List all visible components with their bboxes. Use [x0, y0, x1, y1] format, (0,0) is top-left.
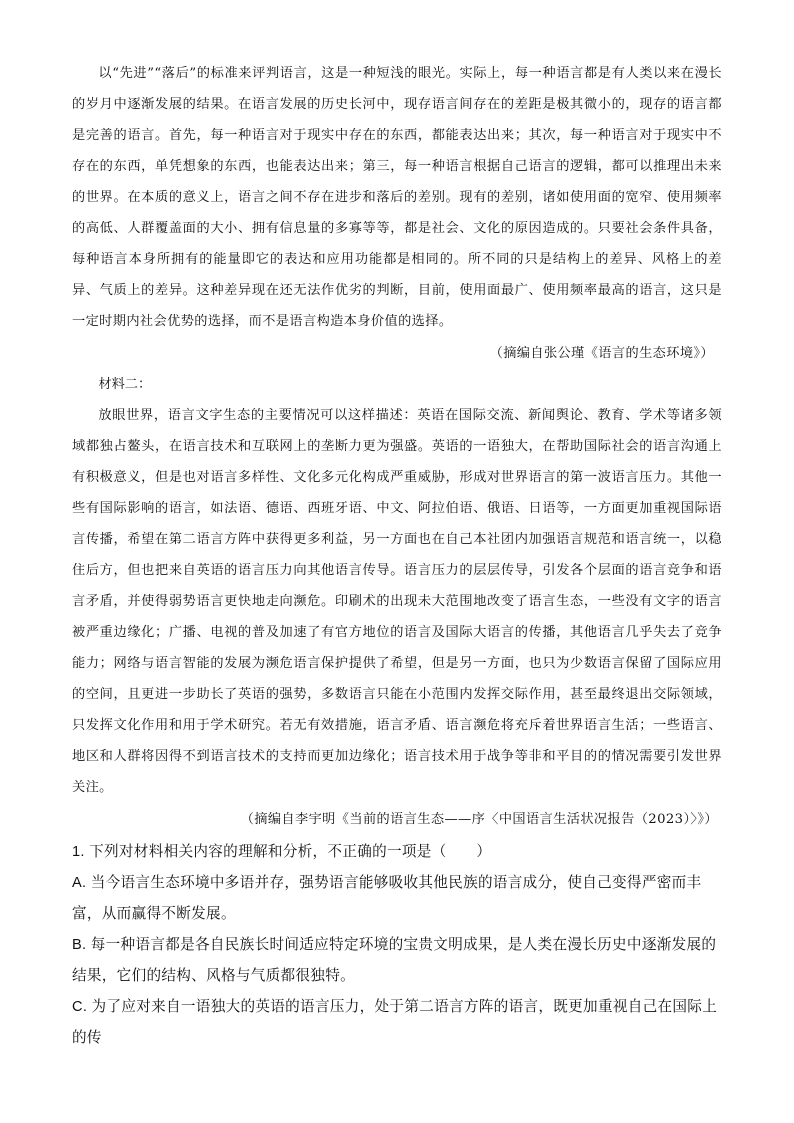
material-two-source: （摘编自李宇明《当前的语言生态——序〈中国语言生活状况报告（2023）〉》）: [240, 812, 718, 827]
document-page: [72, 58, 722, 1054]
material-one-source: （摘编自张公瑾《语言的生态环境》）: [489, 346, 714, 361]
material-two-label: 材料二：: [98, 377, 152, 392]
material-two-paragraph: 放眼世界，语言文字生态的主要情况可以这样描述：英语在国际交流、新闻舆论、教育、学术等诸多领域都独占鳌头，在语言技术和互联网上的垄断力更为强盛。英语的一语独大，在帮助国际社会的语言沟通上有积极意义，但是也对语言多样性、文化多元化构成严重威胁，形成对世界语言的第一波语言压力。其他一些有国际影响的语言，如法语、德语、西班牙语、中文、阿拉伯语、俄语、日语等，一方面更加重视国际语言传播，希望在第二语言方阵中获得更多利益，另一方面也在自己本社团内加强语言规范和语言统一，以稳住后方，但也把来自英语的语言压力向其他语言传导。语言压力的层层传导，引发各个层面的语言竞争和语言矛盾，并使得弱势语言更快地走向濒危。印刷术的出现未大范围地改变了语言生态，一些没有文字的语言被严重边缘化；广播、电视的普及加速了有官方地位的语言及国际大语言的传播，其他语言几乎失去了竞争能力；网络与语言智能的发展为濒危语言保护提供了希望，但是另一方面，也只为少数语言保留了国际应用的空间，且更进一步助长了英语的强势，多数语言只能在小范围内发挥交际作用，甚至最终退出交际领域，只发挥文化作用和用于学术研究。若无有效措施，语言矛盾、语言濒危将充斥着世界语言生活；一些语言、地区和人群将因得不到语言技术的支持而更加边缘化；语言技术用于战争等非和平目的的情况需要引发世界关注。: [72, 408, 722, 795]
question-one: [72, 837, 722, 1054]
question-one-stem: 1. 下列对材料相关内容的理解和分析，不正确的一项是（ ）: [72, 844, 492, 860]
material-one-paragraph: 以“先进”“落后”的标准来评判语言，这是一种短浅的眼光。实际上，每一种语言都是有人类以来在漫长的岁月中逐渐发展的结果。在语言发展的历史长河中，现存语言间存在的差距是极其微小的，现存的语言都是完善的语言。首先，每一种语言对于现实中存在的东西，都能表达出来；其次，每一种语言对于现实中不存在的东西，单凭想象的东西，也能表达出来；第三，每一种语言根据自己语言的逻辑，都可以推理出未来的世界。在本质的意义上，语言之间不存在进步和落后的差别。现有的差别，诸如使用面的宽窄、使用频率的高低、人群覆盖面的大小、拥有信息量的多寡等等，都是社会、文化的原因造成的。只要社会条件具备，每种语言本身所拥有的能量即它的表达和应用功能都是相同的。所不同的只是结构上的差异、风格上的差异、气质上的差异。这种差异现在还无法作优劣的判断，目前，使用面最广、使用频率最高的语言，这只是一定时期内社会优势的选择，而不是语言构造本身价值的选择。: [72, 66, 722, 329]
question-one-option-c: C. 为了应对来自一语独大的英语的语言压力，处于第二语言方阵的语言，既更加重视自己在国际上的传: [72, 999, 718, 1046]
material-two: [72, 400, 722, 803]
question-one-option-b: B. 每一种语言都是各自民族长时间适应特定环境的宝贵文明成果，是人类在漫长历史中逐渐发展的结果，它们的结构、风格与气质都很独特。: [72, 937, 717, 984]
material-one: [72, 58, 722, 337]
question-one-option-a: A. 当今语言生态环境中多语并存，强势语言能够吸收其他民族的语言成分，使自己变得严密而丰富，从而赢得不断发展。: [72, 875, 702, 922]
